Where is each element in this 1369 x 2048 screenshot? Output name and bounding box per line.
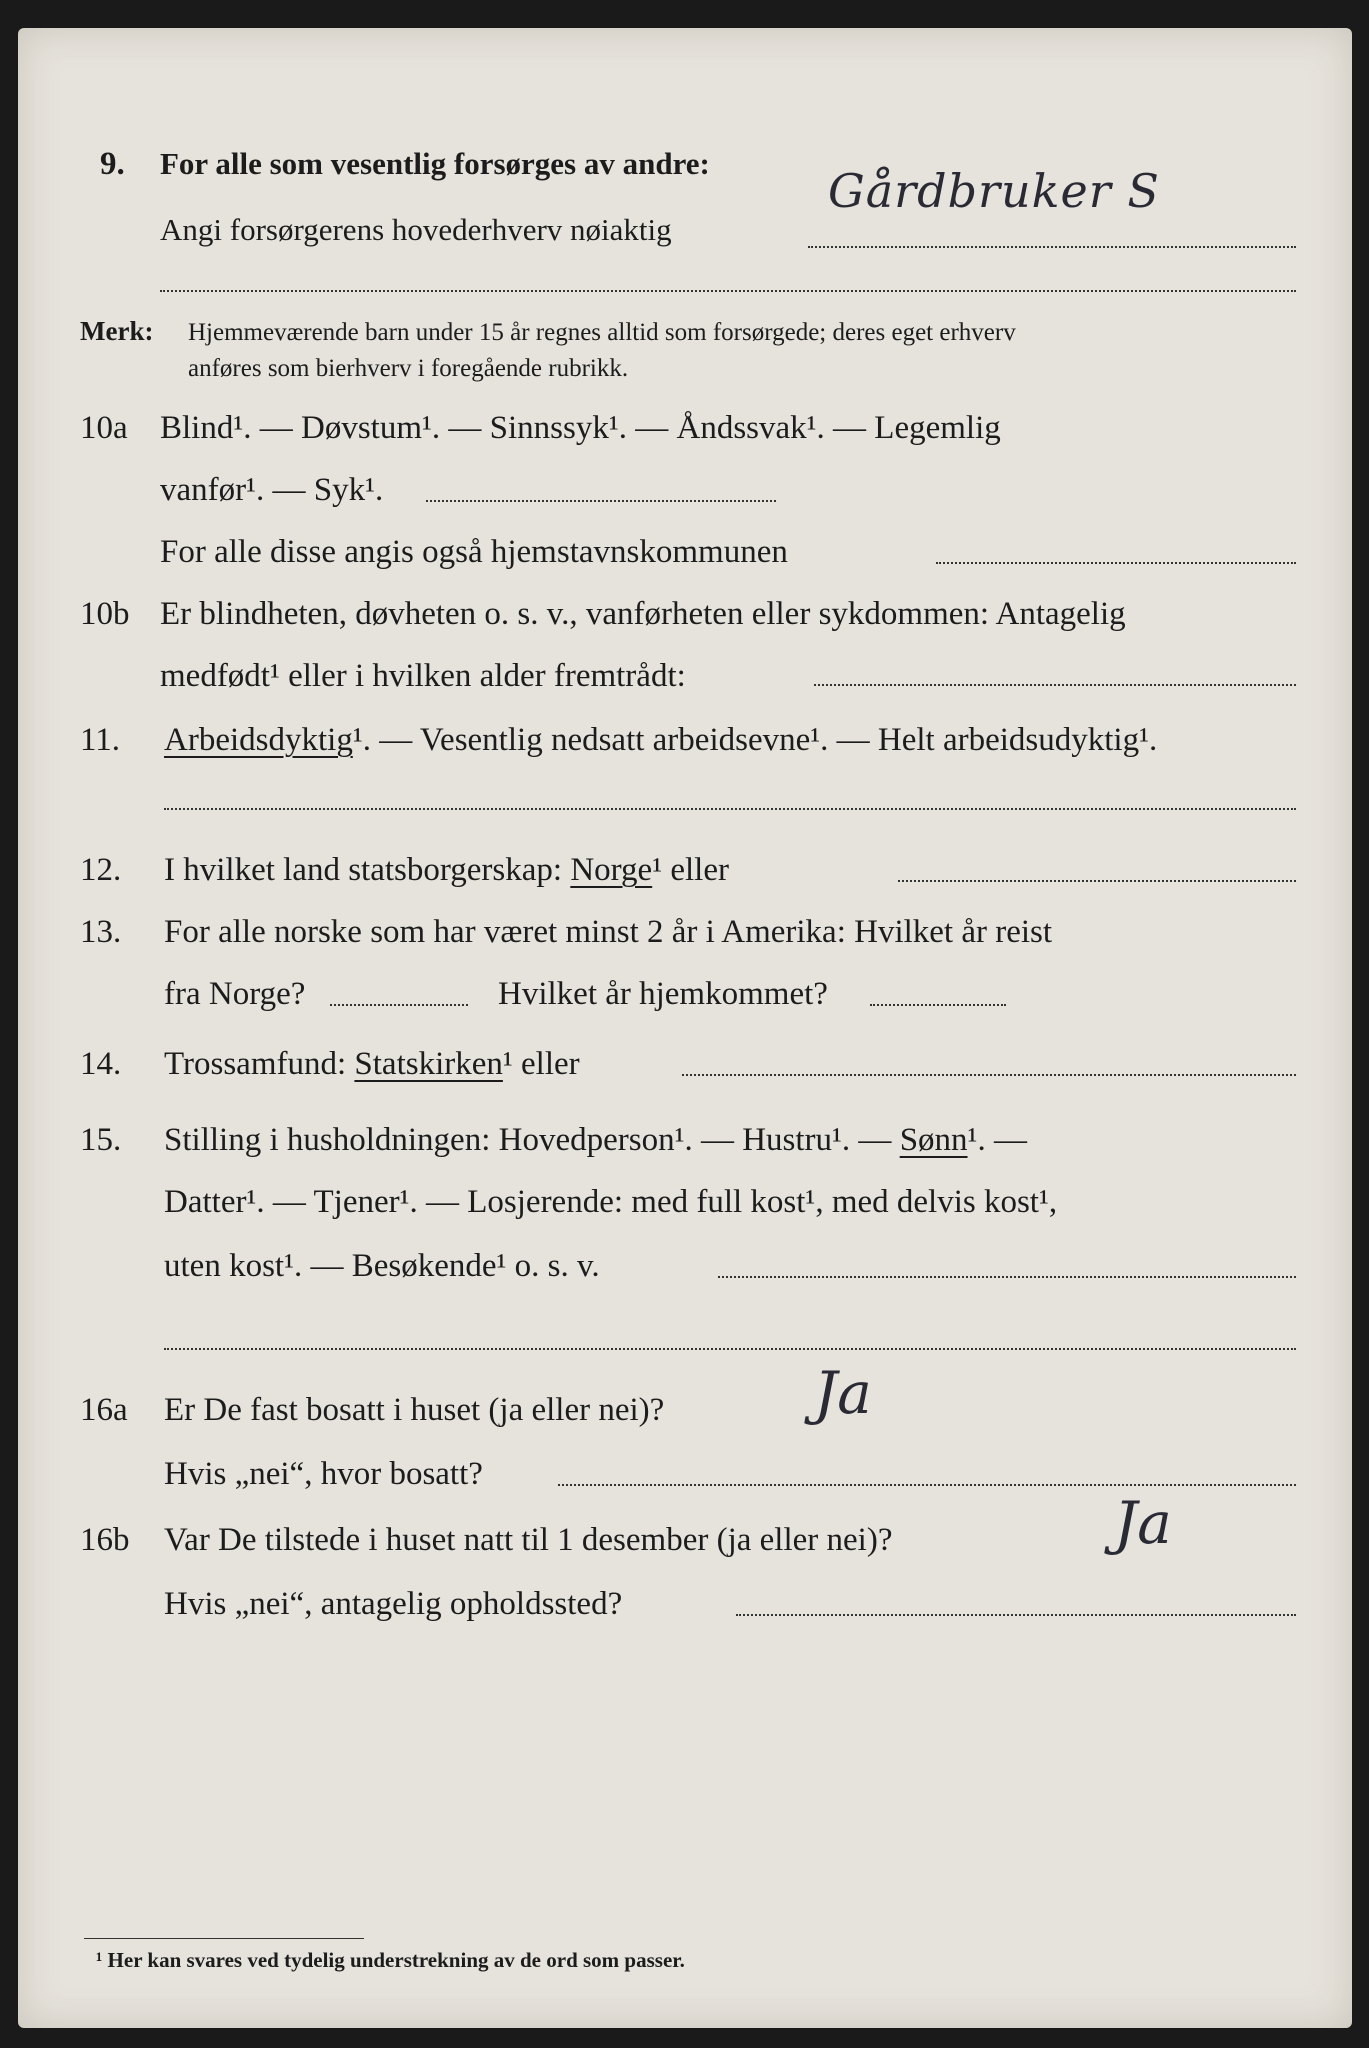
merk-line1: Hjemmeværende barn under 15 år regnes alltid som forsørgede; deres eget erhverv <box>188 319 1016 346</box>
q12-post: ¹ eller <box>652 852 729 888</box>
q11-number: 11. <box>80 722 121 758</box>
q10b-answer-line <box>814 684 1296 686</box>
footnote: ¹ Her kan svares ved tydelig understrekning av de ord som passer. <box>96 1948 685 1972</box>
q15-line3: uten kost¹. — Besøkende¹ o. s. v. <box>164 1248 600 1284</box>
q15-line1-pre: Stilling i husholdningen: Hovedperson¹. — Hustru¹. — <box>164 1122 892 1158</box>
q14-pre: Trossamfund: <box>164 1046 347 1082</box>
q10b-line1: Er blindheten, døvheten o. s. v., vanførheten eller sykdommen: Antagelig <box>160 596 1126 632</box>
q10a-kommune-line <box>936 562 1296 564</box>
q13-hjemkommet-line <box>870 1004 1006 1006</box>
q10a-line2: vanfør¹. — Syk¹. <box>160 472 384 508</box>
q12-pre: I hvilket land statsborgerskap: <box>164 852 563 888</box>
q11-rest: ¹. — Vesentlig nedsatt arbeidsevne¹. — Helt arbeidsudyktig¹. <box>352 722 1158 758</box>
q10b-number: 10b <box>80 596 130 632</box>
census-form-page <box>18 28 1352 2028</box>
q13-number: 13. <box>80 914 122 950</box>
q16a-line2: Hvis „nei“, hvor bosatt? <box>164 1456 483 1492</box>
q15-line2: Datter¹. — Tjener¹. — Losjerende: med full kost¹, med delvis kost¹, <box>164 1184 1058 1220</box>
q13-line2a: fra Norge? <box>164 976 306 1012</box>
q15-extra-line <box>164 1348 1296 1350</box>
q16a-answer-line <box>558 1484 1296 1486</box>
q9-handwritten-answer: Gårdbruker S <box>828 164 1160 218</box>
merk-label: Merk: <box>80 316 154 346</box>
q9-question: Angi forsørgerens hovederhverv nøiaktig <box>160 212 672 247</box>
q11-options <box>164 724 1157 757</box>
q14-answer-line <box>682 1074 1296 1076</box>
q12-option-norge: Norge <box>570 852 653 888</box>
q14-number: 14. <box>80 1046 122 1082</box>
q13-line1: For alle norske som har været minst 2 år i Amerika: Hvilket år reist <box>164 914 1053 950</box>
q15-option-sonn: Sønn <box>899 1122 968 1158</box>
q15-answer-line <box>718 1276 1296 1278</box>
q10a-number: 10a <box>80 410 128 446</box>
q12-number: 12. <box>80 852 122 888</box>
q10a-line1: Blind¹. — Døvstum¹. — Sinnssyk¹. — Åndssvak¹. — Legemlig <box>160 410 1001 446</box>
q14-post: ¹ eller <box>502 1046 580 1082</box>
q10a-syk-line <box>426 500 776 502</box>
q15-line1-post: ¹. — <box>967 1122 1027 1158</box>
q9-heading: For alle som vesentlig forsørges av andre: <box>160 146 710 181</box>
q16b-number: 16b <box>80 1522 130 1558</box>
q13-line2b: Hvilket år hjemkommet? <box>498 976 828 1012</box>
footnote-rule <box>84 1938 364 1939</box>
q16b-line2: Hvis „nei“, antagelig opholdssted? <box>164 1586 623 1622</box>
q16a-handwritten-answer: Ja <box>814 1359 872 1427</box>
q9-answer-line <box>808 246 1296 248</box>
q15-number: 15. <box>80 1122 122 1158</box>
q12-question <box>164 854 729 887</box>
q14-option-statskirken: Statskirken <box>354 1046 503 1082</box>
q14-question <box>164 1048 580 1081</box>
q16b-handwritten-answer: Ja <box>1114 1489 1172 1557</box>
q10b-line2: medfødt¹ eller i hvilken alder fremtrådt: <box>160 658 686 694</box>
q9-extra-line <box>160 290 1296 292</box>
q10a-line3: For alle disse angis også hjemstavnskommunen <box>160 534 788 570</box>
merk-line2: anføres som bierhverv i foregående rubrikk. <box>188 355 629 382</box>
q16a-line1: Er De fast bosatt i huset (ja eller nei)? <box>164 1392 665 1428</box>
q15-line1 <box>164 1124 1027 1157</box>
q11-extra-line <box>164 808 1296 810</box>
q13-reist-line <box>330 1004 468 1006</box>
q16b-answer-line <box>736 1614 1296 1616</box>
q12-answer-line <box>898 880 1296 882</box>
q9-number: 9. <box>100 146 125 182</box>
q11-option-arbeidsdyktig: Arbeidsdyktig <box>164 722 353 758</box>
q16a-number: 16a <box>80 1392 128 1428</box>
q16b-line1: Var De tilstede i huset natt til 1 desember (ja eller nei)? <box>164 1522 893 1558</box>
